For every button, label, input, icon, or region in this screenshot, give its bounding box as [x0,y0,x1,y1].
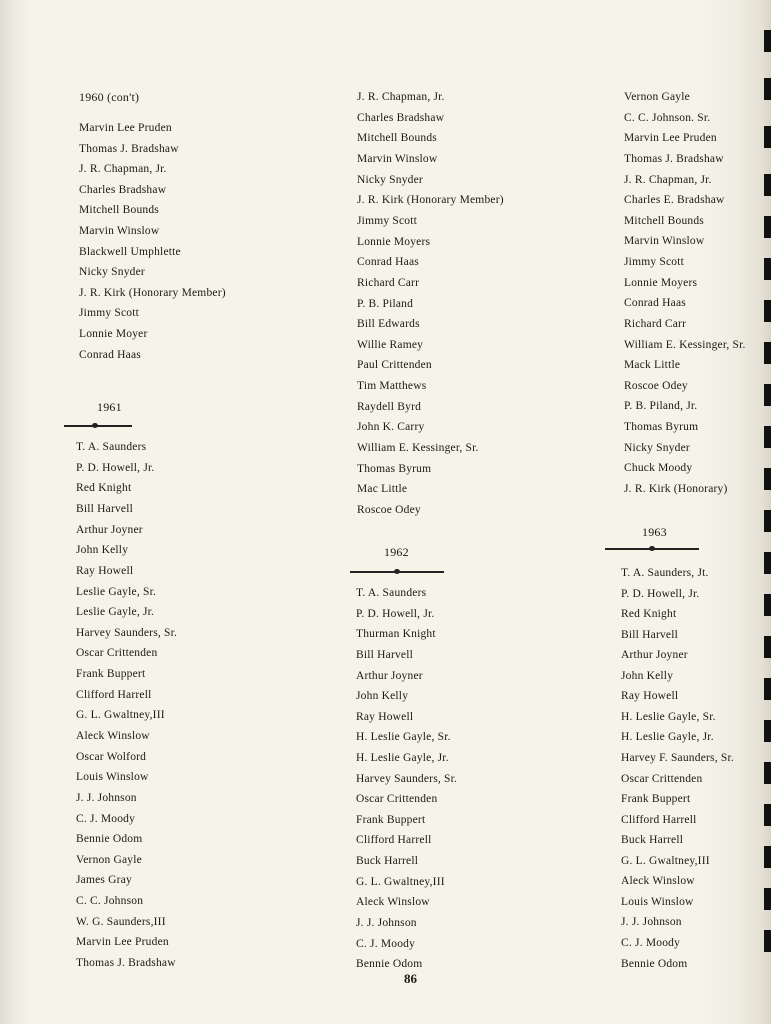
member-name: Bennie Odom [621,957,688,970]
member-name: Oscar Crittenden [356,793,438,806]
member-name: Roscoe Odey [357,504,421,516]
member-name: Marvin Winslow [357,152,438,165]
member-name: Jimmy Scott [357,214,418,227]
member-name: J. R. Kirk (Honorary Member) [357,194,504,207]
member-name: John K. Carry [357,421,425,434]
member-name: Aleck Winslow [356,896,430,909]
member-name: C. J. Moody [621,936,681,949]
member-name: Marvin Winslow [79,225,160,237]
member-name: J. J. Johnson [356,916,417,929]
member-name: Roscoe Odey [624,379,688,392]
member-name: Marvin Winslow [624,235,705,248]
member-name: P. B. Piland [357,297,414,310]
member-name: Jimmy Scott [79,307,140,320]
member-name: Buck Harrell [621,834,684,847]
member-name: H. Leslie Gayle, Sr. [356,731,451,744]
member-name: Oscar Crittenden [76,647,158,660]
member-name: Red Knight [76,482,132,495]
binding-mark [764,762,771,784]
binding-mark [764,258,771,280]
member-name: Ray Howell [356,710,414,723]
member-name: Mitchell Bounds [79,204,159,217]
member-name: Mitchell Bounds [357,132,437,145]
binding-mark [764,426,771,448]
year-heading-1963: 1963 [642,525,667,539]
member-name: Ray Howell [621,690,679,703]
member-name: Tim Matthews [357,380,427,393]
member-name: P. D. Howell, Jr. [356,607,435,620]
binding-mark [764,720,771,742]
member-name: C. C. Johnson. Sr. [624,111,711,124]
member-name: Thurman Knight [356,628,436,641]
member-name: Blackwell Umphlette [79,245,181,258]
binding-mark [764,468,771,490]
member-name: Nicky Snyder [357,173,423,186]
member-name: Arthur Joyner [76,523,143,536]
binding-mark [764,888,771,910]
member-name: Thomas J. Bradshaw [79,142,179,155]
year-heading-1960: 1960 (con't) [79,90,140,104]
binding-mark [764,174,771,196]
member-name: Thomas J. Bradshaw [76,957,176,969]
member-name: Paul Crittenden [357,359,432,372]
member-name: James Gray [76,874,132,887]
member-name: Thomas Byrum [357,462,432,475]
member-name: Harvey F. Saunders, Sr. [621,752,734,764]
binding-mark [764,216,771,238]
member-name: Clifford Harrell [76,688,152,701]
member-name: J. R. Chapman, Jr. [357,91,445,103]
member-name: J. R. Chapman, Jr. [624,173,712,186]
member-name: G. L. Gwaltney,III [621,854,710,867]
member-name: W. G. Saunders,III [76,915,166,928]
member-name: P. D. Howell, Jr. [76,461,155,474]
member-name: Red Knight [621,608,677,621]
member-name: Bill Harvell [76,502,134,515]
binding-mark [764,384,771,406]
member-name: J. J. Johnson [621,916,682,929]
year-heading-1962: 1962 [384,545,409,559]
binding-mark [764,930,771,952]
member-name: Vernon Gayle [624,91,690,103]
member-name: Conrad Haas [79,348,141,361]
member-name: Buck Harrell [356,855,419,868]
member-name: Mack Little [624,359,681,372]
member-name: Thomas J. Bradshaw [624,152,724,165]
member-name: Leslie Gayle, Jr. [76,606,155,619]
member-name: John Kelly [356,690,409,703]
member-name: Conrad Haas [624,297,686,310]
member-name: Frank Buppert [76,668,146,680]
member-name: Ray Howell [76,564,134,577]
member-name: Willie Ramey [357,338,424,351]
binding-mark [764,552,771,574]
page-number: 86 [404,971,417,986]
binding-mark [764,678,771,700]
member-name: C. J. Moody [356,937,416,950]
member-name: Aleck Winslow [76,730,150,742]
member-name: H. Leslie Gayle, Jr. [621,731,714,744]
member-name: C. C. Johnson [76,895,144,908]
member-name: Jimmy Scott [624,256,685,268]
member-name: Nicky Snyder [624,441,690,454]
member-name: H. Leslie Gayle, Jr. [356,752,449,764]
member-name: J. R. Kirk (Honorary Member) [79,286,226,299]
member-name: Conrad Haas [357,256,419,269]
member-name: Oscar Crittenden [621,772,703,785]
member-name: Bill Harvell [356,648,414,661]
member-name: Louis Winslow [76,771,149,784]
binding-mark [764,846,771,868]
member-name: Arthur Joyner [621,649,688,662]
member-name: T. A. Saunders, Jt. [621,567,709,579]
member-name: Richard Carr [357,276,420,289]
member-name: T. A. Saunders [76,441,147,453]
member-name: J. J. Johnson [76,791,137,804]
binding-mark [764,342,771,364]
member-name: Clifford Harrell [621,813,697,826]
member-name: G. L. Gwaltney,III [356,875,445,888]
member-name: Marvin Lee Pruden [76,936,169,949]
binding-mark [764,30,771,52]
binding-mark [764,78,771,100]
binding-mark [764,594,771,616]
member-name: John Kelly [621,669,674,682]
member-name: Thomas Byrum [624,421,699,434]
member-name: Bennie Odom [76,833,143,846]
ornamental-divider-1962 [350,569,444,575]
ornamental-divider-1963 [605,546,699,552]
member-name: Lonnie Moyers [357,235,431,248]
member-name: Clifford Harrell [356,834,432,847]
member-name: Mac Little [357,483,408,496]
ornamental-divider-1961 [64,423,132,429]
member-name: P. B. Piland, Jr. [624,400,698,413]
binding-mark [764,126,771,148]
year-heading-1961: 1961 [97,400,122,414]
binding-mark [764,300,771,322]
member-name: C. J. Moody [76,812,136,825]
member-name: Chuck Moody [624,462,693,475]
member-name: Charles Bradshaw [357,111,445,124]
member-name: Richard Carr [624,317,687,330]
member-name: Charles Bradshaw [79,183,167,196]
binding-edge [761,0,771,1024]
member-name: J. R. Kirk (Honorary) [624,483,728,495]
member-name: Charles E. Bradshaw [624,194,725,207]
member-name: Harvey Saunders, Sr. [356,772,458,785]
member-name: H. Leslie Gayle, Sr. [621,710,716,723]
member-name: Arthur Joyner [356,669,423,682]
binding-mark [764,510,771,532]
member-name: J. R. Chapman, Jr. [79,163,167,176]
member-name: T. A. Saunders [356,587,427,599]
member-name: Louis Winslow [621,895,694,908]
member-name: Leslie Gayle, Sr. [76,585,157,598]
member-name: Marvin Lee Pruden [624,132,717,145]
member-name: Harvey Saunders, Sr. [76,626,178,639]
member-name: Frank Buppert [356,813,426,826]
member-name: William E. Kessinger, Sr. [624,338,746,351]
member-name: Marvin Lee Pruden [79,122,172,134]
member-name: Mitchell Bounds [624,214,704,227]
member-name: Frank Buppert [621,793,691,805]
member-name: G. L. Gwaltney,III [76,709,165,722]
member-name: Nicky Snyder [79,266,145,279]
member-name: Oscar Wolford [76,750,147,763]
binding-mark [764,804,771,826]
member-name: John Kelly [76,544,129,557]
member-name: Lonnie Moyer [79,328,148,340]
member-name: Lonnie Moyers [624,276,698,289]
member-name: Bill Edwards [357,318,420,331]
member-name: William E. Kessinger, Sr. [357,442,479,454]
member-name: Vernon Gayle [76,853,142,866]
member-name: Aleck Winslow [621,875,695,888]
member-name: Bennie Odom [356,958,423,971]
member-name: Raydell Byrd [357,400,422,413]
binding-mark [764,636,771,658]
member-name: P. D. Howell, Jr. [621,587,700,600]
member-name: Bill Harvell [621,628,679,641]
